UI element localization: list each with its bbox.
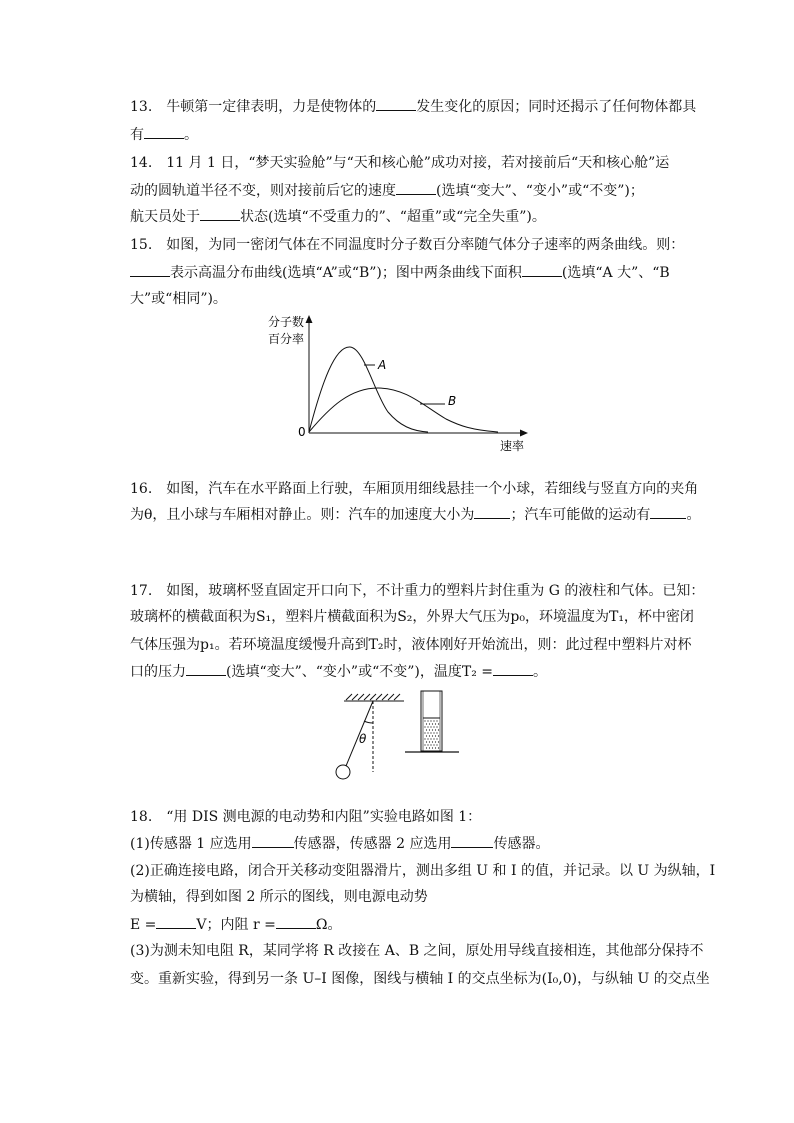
q15-line-1: 15. 如图，为同一密闭气体在不同温度时分子数百分率随气体分子速率的两条曲线。则： <box>130 237 685 253</box>
graph-xlabel: 速率 <box>500 439 525 453</box>
q18-blank-4[interactable] <box>276 914 316 929</box>
q13-blank-1[interactable] <box>376 96 416 111</box>
q18-line-6: (3)为测未知电阻 R，某同学将 R 改接在 A、B 之间，原处用导线直接相连，其他部分保持不 <box>130 943 704 959</box>
q14-blank-2[interactable] <box>200 206 240 221</box>
q17-line-4 <box>130 661 547 683</box>
q18-text: Ω。 <box>315 917 342 933</box>
q18-line-5 <box>130 914 341 936</box>
q13-text: 13. 牛顿第一定律表明，力是使物体的 <box>130 99 377 115</box>
q18-text: E = <box>130 917 157 933</box>
ceiling-hatch <box>346 694 400 700</box>
curve-b-label: B <box>448 394 457 408</box>
q18-line-2 <box>130 833 549 855</box>
q13-text: 。 <box>184 127 198 143</box>
q17-line-1: 17. 如图，玻璃杯竖直固定开口向下，不计重力的塑料片封住重为 G 的液柱和气体。已知： <box>130 583 705 599</box>
graph-ylabel-2: 百分率 <box>268 332 305 346</box>
glass-cup-figure <box>402 688 464 758</box>
q18-line-1: 18. “用 DIS 测电源的电动势和内阻”实验电路如图 1： <box>130 809 482 825</box>
q13-text: 有 <box>130 127 144 143</box>
q14-text: 航天员处于 <box>130 209 200 225</box>
ball <box>336 765 350 779</box>
q18-blank-2[interactable] <box>451 833 493 848</box>
q17-text: 口的压力 <box>130 664 186 680</box>
q18-line-3: (2)正确连接电路，闭合开关移动变阻器滑片，测出多组 U 和 I 的值，并记录。以 U 为纵轴，I <box>130 863 716 879</box>
q17-line-3: 气体压强为p₁。若环境温度缓慢升高到T₂时，液体刚好开始流出，则：此过程中塑料片对杯 <box>130 637 692 653</box>
q14-line-2 <box>130 180 644 202</box>
theta-arc <box>364 721 373 723</box>
q17-line-2: 玻璃杯的横截面积为S₁，塑料片横截面积为S₂，外界大气压为p₀，环境温度为T₁，杯中密闭 <box>130 609 694 625</box>
q16-text: 。 <box>686 507 701 523</box>
q18-line-4: 为横轴，得到如图 2 所示的图线，则电源电动势 <box>130 889 428 905</box>
q16-text: 为θ，且小球与车厢相对静止。则：汽车的加速度大小为 <box>130 507 475 523</box>
q17-text: (选填“变大”、“变小”或“不变”)，温度T₂ = <box>226 664 493 680</box>
q13-blank-2[interactable] <box>144 124 184 139</box>
curve-a <box>309 347 428 432</box>
q15-text: (选填“A 大”、“B <box>561 265 670 281</box>
q18-text: V；内阻 r = <box>196 917 276 933</box>
q14-text: (选填“变大”、“变小”或“不变”)； <box>436 183 644 199</box>
q14-text: 状态(选填“不受重力的”、“超重”或“完全失重”)。 <box>240 209 546 225</box>
theta-label: θ <box>359 732 367 746</box>
q16-blank-1[interactable] <box>474 504 510 519</box>
graph-origin: 0 <box>298 425 306 439</box>
curve-a-label: A <box>378 358 387 372</box>
q16-line-1: 16. 如图，汽车在水平路面上行驶，车厢顶用细线悬挂一个小球，若细线与竖直方向的夹角 <box>130 481 699 497</box>
q15-blank-1[interactable] <box>130 262 170 277</box>
q18-text: 传感器。 <box>493 836 550 852</box>
q16-blank-2[interactable] <box>650 504 686 519</box>
q15-line-2 <box>130 262 670 284</box>
q14-line-3 <box>130 206 546 228</box>
q14-text: 动的圆轨道半径不变，则对接前后它的速度 <box>130 183 396 199</box>
q18-line-7: 变。重新实验，得到另一条 U–I 图像，图线与横轴 I 的交点坐标为(I₀,0)，与纵轴 U 的交点坐 <box>130 971 710 987</box>
distribution-graph <box>260 312 540 460</box>
q17-text: 。 <box>533 664 547 680</box>
q13-text: 发生变化的原因；同时还揭示了任何物体都具 <box>416 99 697 115</box>
x-axis-arrow-icon <box>520 430 528 437</box>
q13-line-2 <box>130 124 198 146</box>
pendulum-figure <box>332 690 412 786</box>
q15-line-3: 大”或“相同”)。 <box>130 291 227 307</box>
graph-ylabel-1: 分子数 <box>268 315 305 329</box>
q17-blank-1[interactable] <box>186 661 226 676</box>
y-axis-arrow-icon <box>306 315 313 323</box>
q14-line-1: 14. 11 月 1 日，“梦天实验舱”与“天和核心舱”成功对接，若对接前后“天和核心舱”运 <box>130 155 670 171</box>
q18-text: 传感器，传感器 2 应选用 <box>293 836 452 852</box>
q13-line-1 <box>130 96 696 118</box>
q15-blank-2[interactable] <box>522 262 562 277</box>
q16-text: ；汽车可能做的运动有 <box>510 507 651 523</box>
q14-blank-1[interactable] <box>396 180 436 195</box>
q18-blank-1[interactable] <box>252 833 294 848</box>
q18-blank-3[interactable] <box>156 914 196 929</box>
q18-text: (1)传感器 1 应选用 <box>130 836 252 852</box>
q16-line-2 <box>130 504 700 526</box>
q15-text: 表示高温分布曲线(选填“A”或“B”)；图中两条曲线下面积 <box>170 265 522 281</box>
q17-blank-2[interactable] <box>493 661 533 676</box>
